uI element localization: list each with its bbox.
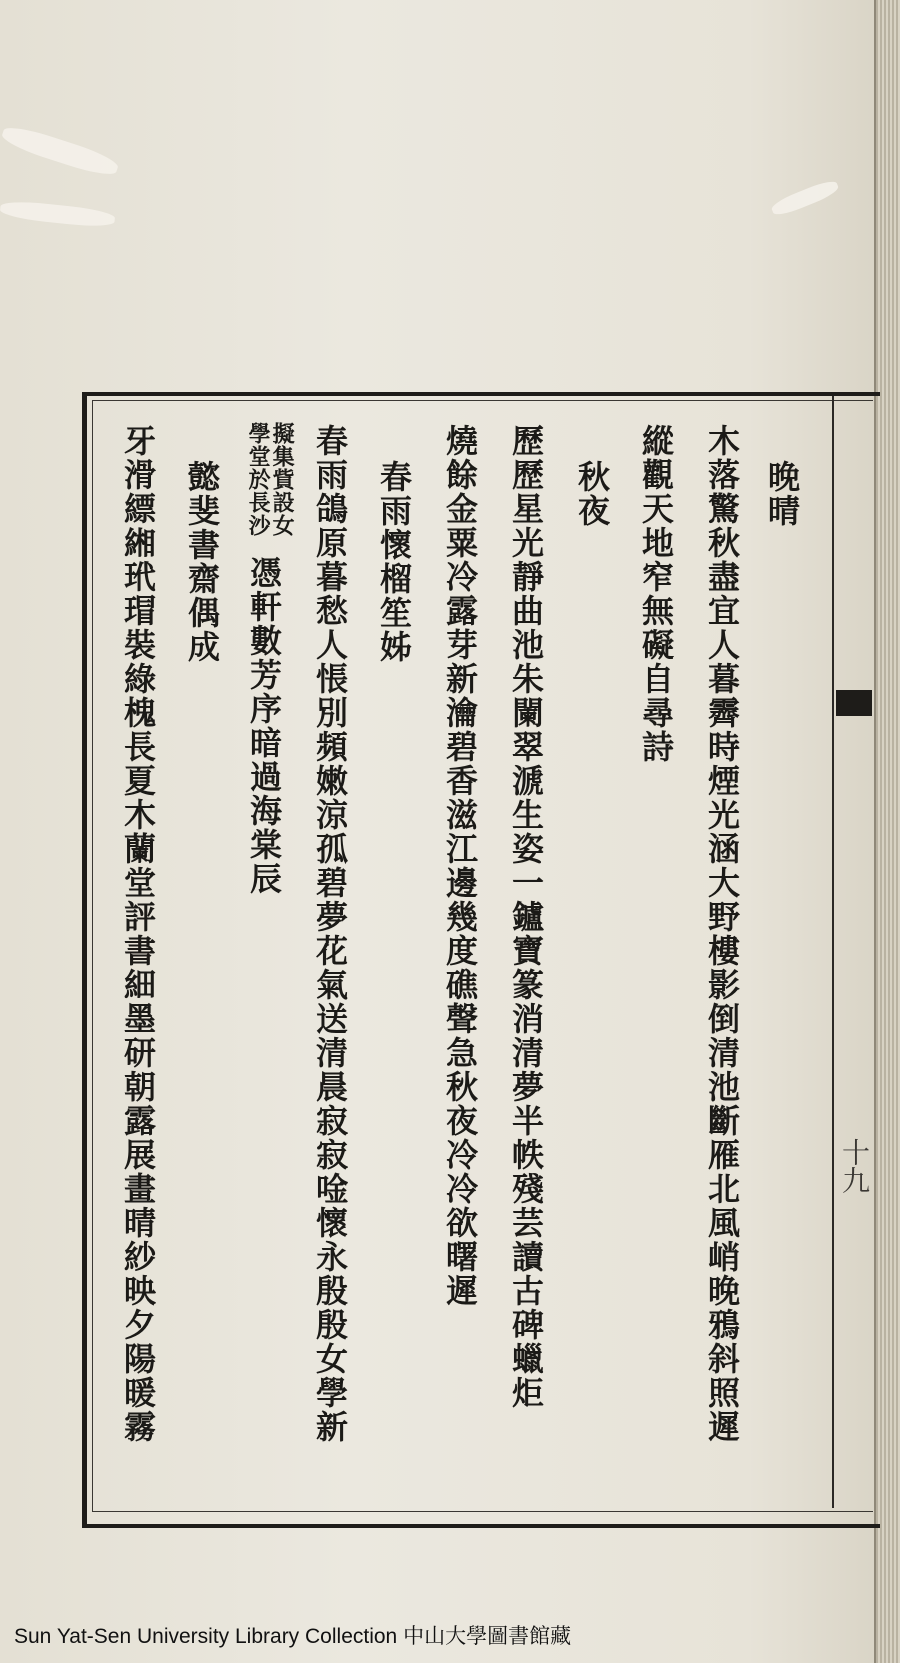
poem-line: 憑軒數芳序暗過海棠辰	[245, 556, 283, 896]
poem-line: 牙滑縹緗玳瑁裝綠槐長夏木蘭堂評書細墨研朝露展畫晴紗映夕陽暖霧	[119, 424, 157, 1444]
poem-line: 燒餘金粟冷露芽新瀹碧香滋江邊幾度礁聲急秋夜冷冷欲曙遲	[441, 424, 479, 1308]
library-caption: Sun Yat-Sen University Library Collection 中山大學圖書館藏	[14, 1625, 572, 1648]
title-wanqing: 晚晴	[763, 460, 801, 528]
poem-line: 歷歷星光靜曲池朱闌翠㴲生姿一鑪寶篆消清夢半帙殘芸讀古碑蠟炬	[507, 424, 545, 1410]
poem-line: 縱觀天地窄無礙自尋詩	[637, 424, 675, 764]
title-yifei: 懿斐書齋偶成	[183, 460, 221, 664]
title-qiuye: 秋夜	[573, 460, 611, 528]
poem-line: 木落驚秋盡宜人暮霽時煙光涵大野樓影倒清池斷雁北風峭晚鴉斜照遲	[703, 424, 741, 1444]
annotation-note: 學堂於長沙	[245, 422, 272, 537]
margin-page-number: 十九	[838, 1138, 871, 1194]
fishtail-mark	[836, 690, 872, 716]
title-chunyu: 春雨懷榴笙姊	[375, 460, 413, 664]
poem-line: 春雨鴿原暮愁人悵別頻嫩涼孤碧夢花氣送清晨寂寂唫懷永殷殷女學新	[311, 424, 349, 1444]
annotation-note: 擬集貲設女	[269, 422, 296, 537]
margin-rule	[832, 396, 834, 1508]
